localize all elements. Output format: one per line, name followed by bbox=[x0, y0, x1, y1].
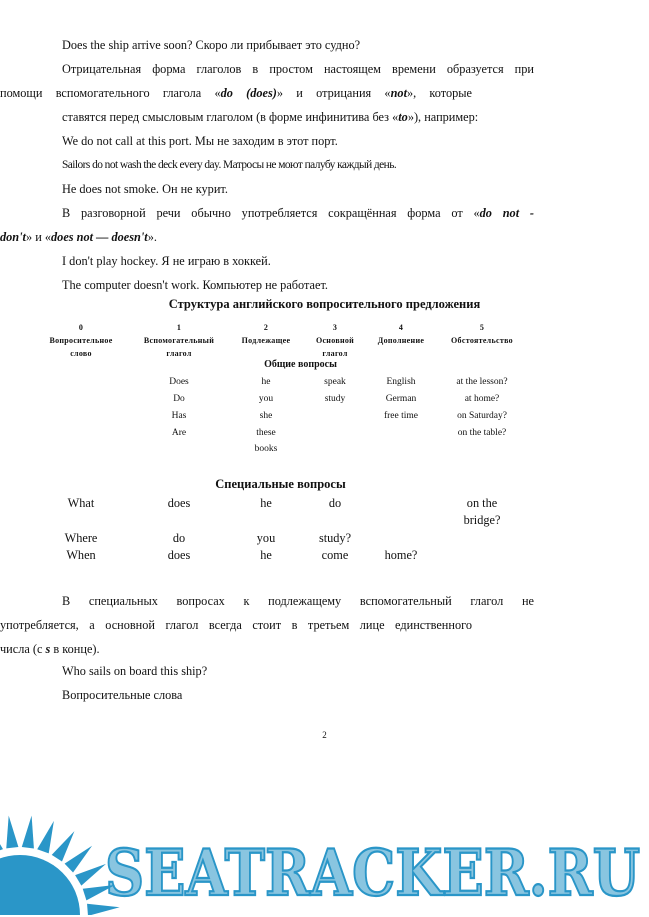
page-number: 2 bbox=[322, 730, 327, 740]
table-cell: you bbox=[256, 531, 276, 545]
special-questions-title: Специальные вопросы bbox=[215, 477, 346, 491]
table-cell: study? bbox=[318, 531, 352, 545]
header-label: Основной bbox=[315, 336, 355, 345]
table-cell: Do bbox=[173, 394, 185, 404]
sun-ray bbox=[22, 816, 34, 849]
table-cell: on the bbox=[466, 496, 498, 510]
header-label: Дополнение bbox=[377, 336, 425, 345]
header-number: 2 bbox=[263, 323, 269, 332]
header-number: 3 bbox=[332, 323, 338, 332]
text-line: употребляется, а основной глагол всегда стоит в третьем лице единственного bbox=[0, 618, 472, 632]
table-cell: she bbox=[259, 411, 273, 421]
example-sentence: The computer doesn't work. Компьютер не работает. bbox=[62, 278, 328, 292]
paragraph: Does the ship arrive soon? Скоро ли прибывает это судно? bbox=[62, 38, 361, 52]
header-col-0 bbox=[35, 321, 127, 360]
table-cell: do bbox=[328, 496, 342, 510]
header-col-5 bbox=[436, 321, 528, 347]
sun-icon bbox=[0, 816, 120, 915]
example-sentence: Sailors do not wash the deck every day. Матросы не моют палубу каждый день. bbox=[62, 159, 397, 171]
table-cell: home? bbox=[384, 548, 418, 562]
table-cell: free time bbox=[383, 411, 419, 421]
text-line: В разговорной речи обычно употребляется сокращённая форма от «do not - bbox=[62, 206, 534, 220]
example-sentence: He does not smoke. Он не курит. bbox=[62, 182, 228, 196]
paragraph-contracted-form bbox=[0, 201, 534, 249]
text-line: числа (с s в конце). bbox=[0, 642, 100, 656]
example-sentence: Who sails on board this ship? bbox=[62, 664, 208, 678]
table-cell: When bbox=[66, 548, 96, 562]
example-sentence: I don't play hockey. Я не играю в хоккей. bbox=[62, 254, 271, 268]
table-cell: Are bbox=[171, 428, 187, 438]
header-label: глагол bbox=[322, 349, 348, 358]
general-questions-title: Общие вопросы bbox=[264, 359, 337, 370]
sun-ray bbox=[37, 821, 54, 853]
header-col-3 bbox=[304, 321, 366, 360]
table-cell: Has bbox=[171, 411, 187, 421]
table-cell: he bbox=[260, 548, 272, 562]
header-label: Вопросительное bbox=[49, 336, 113, 345]
table-cell: he bbox=[261, 377, 271, 387]
header-col-4 bbox=[368, 321, 434, 347]
table-cell: study bbox=[324, 394, 346, 404]
watermark-text-fill: SEATRACKER.RU bbox=[105, 836, 640, 911]
table-cell: does bbox=[167, 548, 191, 562]
table-cell: at the lesson? bbox=[456, 377, 508, 387]
header-col-2 bbox=[230, 321, 302, 347]
table-cell: come bbox=[321, 548, 349, 562]
sun-ray bbox=[6, 816, 18, 849]
header-number: 5 bbox=[479, 323, 485, 332]
header-number: 0 bbox=[78, 323, 84, 332]
sun-ray bbox=[75, 864, 106, 886]
table-cell: Where bbox=[64, 531, 98, 545]
paragraph: Вопросительные слова bbox=[62, 688, 183, 702]
header-label: Обстоятельство bbox=[451, 336, 513, 345]
text-line: помощи вспомогательного глагола «do (does)» и отрицания «not», которые bbox=[0, 86, 473, 100]
table-cell: Does bbox=[169, 377, 189, 387]
table-title: Структура английского вопросительного предложения bbox=[168, 297, 481, 311]
table-cell: he bbox=[260, 496, 272, 510]
paragraph-negative-form bbox=[0, 57, 534, 129]
table-cell: What bbox=[67, 496, 95, 510]
table-cell: on the table? bbox=[457, 428, 507, 438]
header-col-1 bbox=[132, 321, 226, 360]
table-cell: these bbox=[256, 428, 276, 438]
header-label: Подлежащее bbox=[241, 336, 291, 345]
paragraph-subject-questions bbox=[0, 589, 534, 661]
table-cell: bridge? bbox=[463, 513, 501, 527]
text-line: Отрицательная форма глаголов в простом настоящем времени образуется при bbox=[62, 62, 534, 76]
header-label: глагол bbox=[166, 349, 192, 358]
table-cell: you bbox=[258, 394, 274, 404]
text-line: don't» и «does not — doesn't». bbox=[0, 230, 157, 244]
table-cell: does bbox=[167, 496, 191, 510]
text-line: В специальных вопросах к подлежащему вспомогательный глагол не bbox=[62, 594, 534, 608]
table-cell: do bbox=[172, 531, 186, 545]
sun-ray bbox=[0, 821, 3, 853]
sun-ray bbox=[52, 831, 75, 861]
watermark-text: SEATRACKER.RU bbox=[105, 836, 640, 911]
header-number: 1 bbox=[176, 323, 182, 332]
header-label: Вспомогательный bbox=[143, 336, 215, 345]
table-cell: speak bbox=[324, 377, 346, 387]
table-cell: on Saturday? bbox=[457, 411, 507, 421]
table-cell: at home? bbox=[464, 394, 500, 404]
table-cell: books bbox=[254, 444, 278, 454]
table-cell: English bbox=[386, 377, 416, 387]
header-number: 4 bbox=[398, 323, 404, 332]
example-sentence: We do not call at this port. Мы не заходим в этот порт. bbox=[62, 134, 338, 148]
text-line: ставятся перед смысловым глаголом (в форме инфинитива без «to»), например: bbox=[62, 110, 479, 124]
table-cell: German bbox=[385, 394, 417, 404]
watermark-logo bbox=[0, 815, 649, 915]
sun-ray bbox=[65, 846, 93, 873]
header-label: слово bbox=[70, 349, 92, 358]
